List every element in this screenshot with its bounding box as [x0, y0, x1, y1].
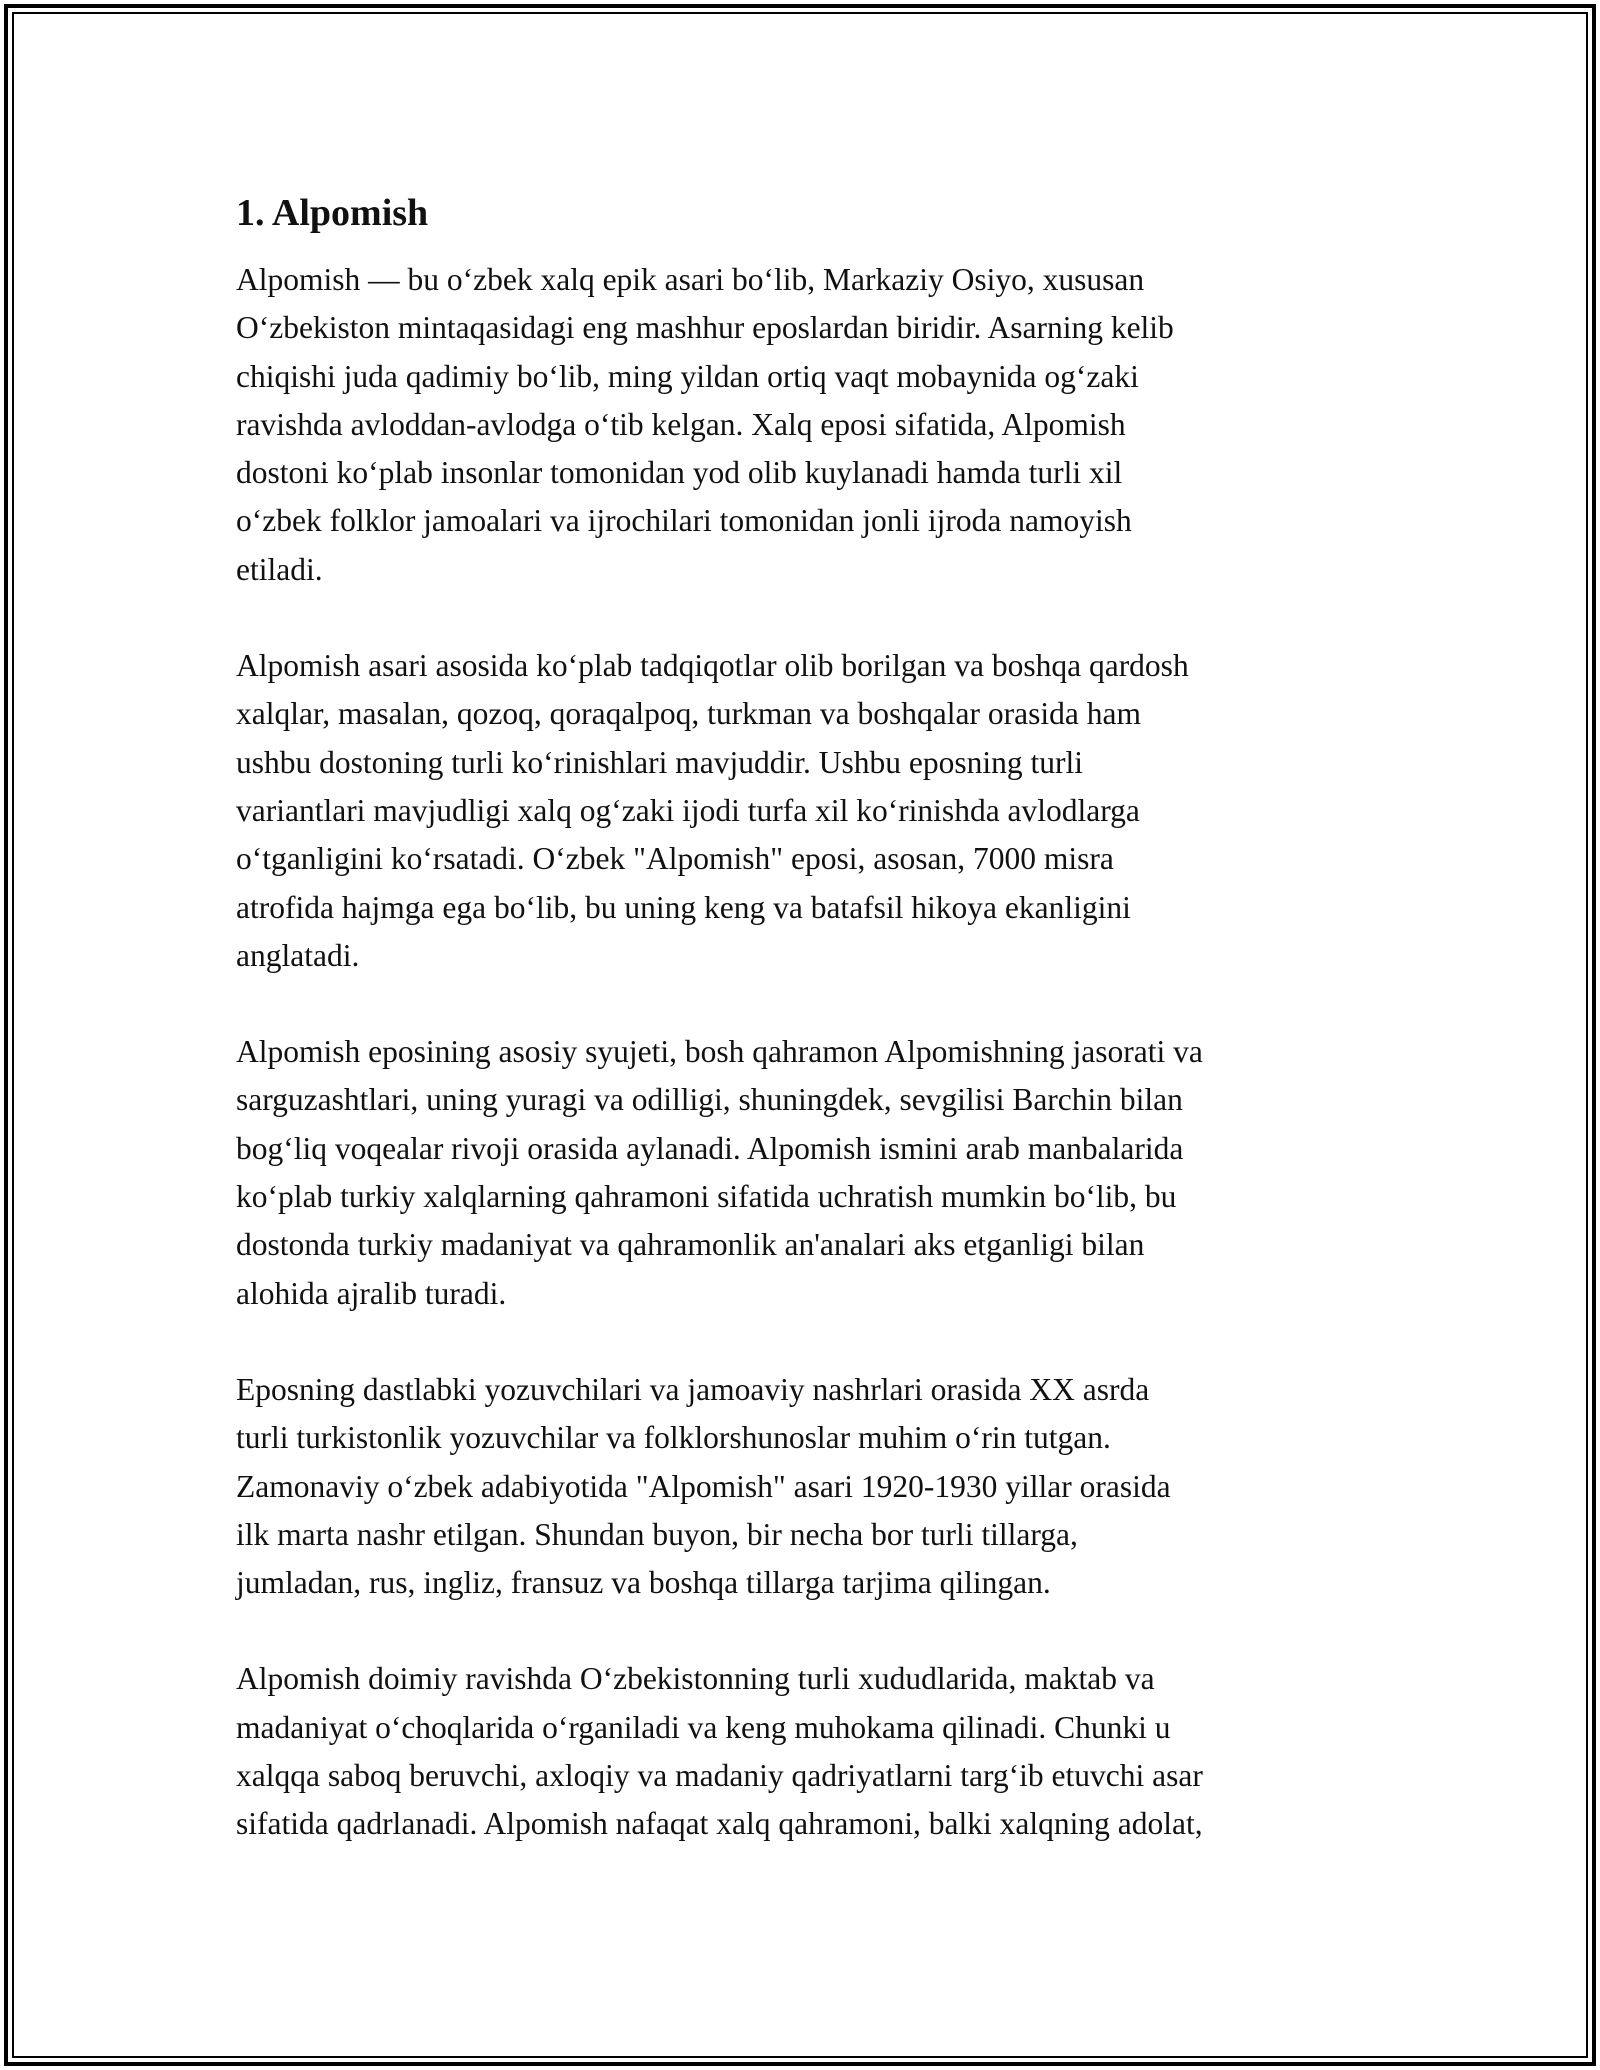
text-line: atrofida hajmga ega boʻlib, bu uning keng va batafsil hikoya ekanligini — [236, 889, 1131, 925]
paragraph-5 — [236, 1655, 1376, 1848]
text-line: sifatida qadrlanadi. Alpomish nafaqat xalq qahramoni, balki xalqning adolat, — [236, 1806, 1203, 1842]
text-line: koʻplab turkiy xalqlarning qahramoni sifatida uchratish mumkin boʻlib, bu — [236, 1179, 1177, 1215]
paragraph-4 — [236, 1366, 1376, 1607]
text-line: Alpomish — bu oʻzbek xalq epik asari boʻlib, Markaziy Osiyo, xususan — [236, 262, 1145, 297]
text-line: anglatadi. — [236, 937, 360, 973]
text-line: bogʻliq voqealar rivoji orasida aylanadi. Alpomish ismini arab manbalarida — [236, 1130, 1184, 1166]
text-line: sarguzashtlari, uning yuragi va odilligi, shuningdek, sevgilisi Barchin bilan — [236, 1082, 1183, 1118]
text-line: Alpomish asari asosida koʻplab tadqiqotlar olib borilgan va boshqa qardosh — [236, 648, 1189, 684]
text-line: xalqqa saboq beruvchi, axloqiy va madaniy qadriyatlarni targʻib etuvchi asar — [236, 1758, 1203, 1794]
text-line: Eposning dastlabki yozuvchilari va jamoaviy nashrlari orasida XX asrda — [236, 1371, 1150, 1407]
text-line: oʻzbek folklor jamoalari va ijrochilari tomonidan jonli ijroda namoyish — [236, 503, 1132, 539]
text-line: Oʻzbekiston mintaqasidagi eng mashhur eposlardan biridir. Asarning kelib — [236, 310, 1174, 346]
section-heading: 1. Alpomish — [236, 192, 429, 234]
text-line: dostonda turkiy madaniyat va qahramonlik an'analari aks etganligi bilan — [236, 1227, 1145, 1263]
text-line: jumladan, rus, ingliz, fransuz va boshqa tillarga tarjima qilingan. — [236, 1565, 1051, 1601]
paragraph-1 — [236, 256, 1376, 594]
text-line: turli turkistonlik yozuvchilar va folklorshunoslar muhim oʻrin tutgan. — [236, 1420, 1111, 1456]
text-line: ilk marta nashr etilgan. Shundan buyon, bir necha bor turli tillarga, — [236, 1516, 1078, 1552]
text-line: Alpomish doimiy ravishda Oʻzbekistonning turli xududlarida, maktab va — [236, 1661, 1155, 1697]
text-line: chiqishi juda qadimiy boʻlib, ming yildan ortiq vaqt mobaynida ogʻzaki — [236, 358, 1139, 394]
text-line: xalqlar, masalan, qozoq, qoraqalpoq, turkman va boshqalar orasida ham — [236, 696, 1141, 732]
text-line: ravishda avloddan-avlodga oʻtib kelgan. Xalq eposi sifatida, Alpomish — [236, 406, 1126, 442]
text-line: oʻtganligini koʻrsatadi. Oʻzbek "Alpomish" eposi, asosan, 7000 misra — [236, 841, 1114, 877]
text-line: madaniyat oʻchoqlarida oʻrganiladi va keng muhokama qilinadi. Chunki u — [236, 1709, 1171, 1745]
text-line: alohida ajralib turadi. — [236, 1275, 507, 1311]
text-line: Zamonaviy oʻzbek adabiyotida "Alpomish" asari 1920-1930 yillar orasida — [236, 1468, 1171, 1504]
text-line: variantlari mavjudligi xalq ogʻzaki ijodi turfa xil koʻrinishda avlodlarga — [236, 792, 1140, 828]
paragraph-2 — [236, 642, 1376, 980]
text-line: ushbu dostoning turli koʻrinishlari mavjuddir. Ushbu eposning turli — [236, 744, 1083, 780]
paragraph-3 — [236, 1028, 1376, 1318]
text-line: etiladi. — [236, 551, 323, 587]
document-body — [236, 186, 1376, 1849]
text-line: dostoni koʻplab insonlar tomonidan yod olib kuylanadi hamda turli xil — [236, 455, 1123, 491]
text-line: Alpomish eposining asosiy syujeti, bosh qahramon Alpomishning jasorati va — [236, 1034, 1203, 1070]
